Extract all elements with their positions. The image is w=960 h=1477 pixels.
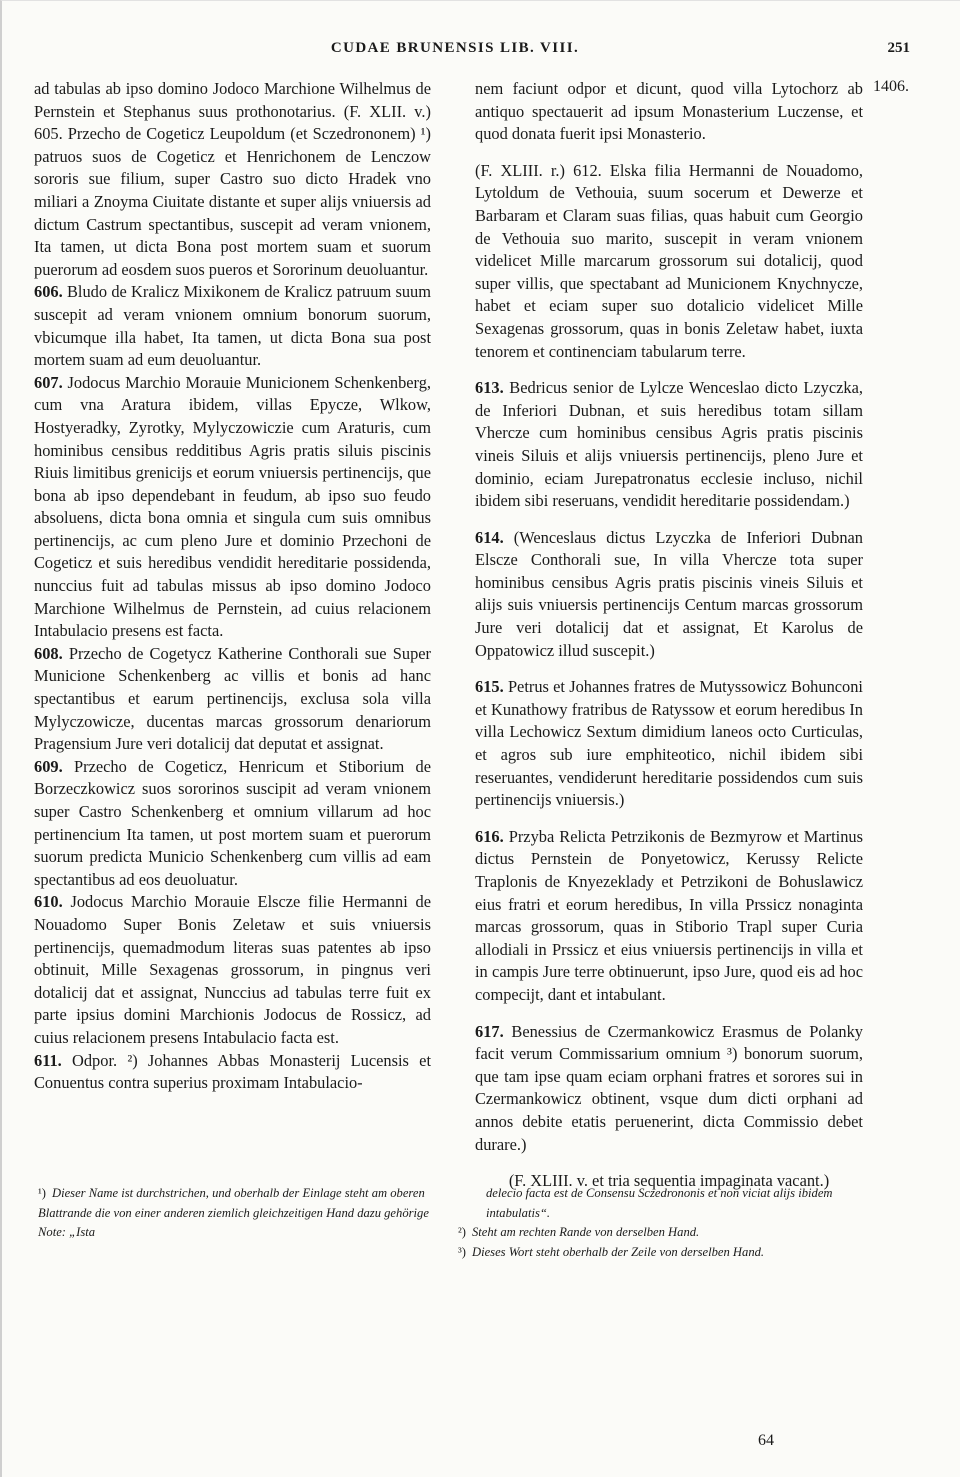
footnote-text: delecio facta est de Consensu Sczedrononis et non viciat alijs ibidem intabulatis“.: [486, 1186, 833, 1220]
entry-number: 616.: [475, 826, 504, 846]
running-title: CUDAE BRUNENSIS LIB. VIII.: [330, 40, 580, 56]
signature-mark: 64: [758, 1432, 774, 1449]
margin-year-note: 1406.: [873, 78, 909, 95]
footnote-text: Steht am rechten Rande von derselben Hand.: [471, 1225, 700, 1239]
footnotes-left: [38, 1184, 436, 1243]
footnote-text: Dieser Name ist durchstrichen, und oberhalb der Einlage steht am oberen Blattrande die von einer anderen ziemlich gleichzeitigen Hand dazu gehörige Note: „Ista: [38, 1186, 429, 1239]
paragraph-intro: [34, 78, 431, 281]
footnotes-right: [458, 1184, 863, 1262]
entry-number: 613.: [475, 378, 504, 398]
entry-number: 615.: [475, 677, 504, 697]
right-text-column: [475, 78, 863, 1193]
entry-text: Petrus et Johannes fratres de Mutyssowicz Bohunconi et Kunathowy fratribus de Ratyssow et eorum heredibus In villa Lechowicz Sextum dimidium laneos octo Curticulas, et agros sub iure emphiteotico, nichil ibidem sibi reseruantes, vendiderunt hereditarie possidendos cum suis pertinencijs vniuersis.): [475, 677, 863, 810]
entry-text: Przecho de Cogetycz Katherine Conthorali sue Super Municione Schenkenberg ac villis et bonis ad hanc spectantibus et earum pertinencijs, exclusa sola villa Mylyczowicze, ducentas marcas grossorum denariorum Pragensium Jure veri dotalicij dat deputat et assignat.: [34, 643, 431, 754]
footnote-mark: ²): [458, 1225, 466, 1239]
entry-610: [34, 891, 431, 1049]
footnote: [458, 1243, 863, 1263]
footnote-mark: ³): [458, 1244, 466, 1259]
page-number: 251: [887, 40, 910, 56]
left-text-column: [34, 78, 431, 1095]
footnote: [38, 1184, 436, 1243]
entry-number: 608.: [34, 643, 63, 663]
paragraph-continuation: [475, 78, 863, 146]
entry-number: 617.: [475, 1021, 504, 1041]
entry-text: Benessius de Czermankowicz Erasmus de Polanky facit verum Commissarium omnium ³) bonorum suorum, que tam ipse quam eciam orphani fratres et sorores sui in Czermankowicz obtinent, vsque dum dicti orphani ad annos debite etatis peruenerint, dicta Commissio debet durare.): [475, 1021, 864, 1154]
entry-text: (F. XLIII. r.) 612. Elska filia Hermanni de Nouadomo, Lytoldum de Vethouia, suum socerum et Dewerze et Barbaram et Claram suas filias, quas habuit cum Georgio de Vethouia suo marito, suscepit in veram vnionem videlicet Mille marcarum grossorum sui dotalicij, quod super villis, que spectabant ad Municionem Knychnycze, habet et eciam super suo dotalicio videlicet Mille Sexagenas grossorum, quas in bonis Zeletaw habet, iuxta tenorem et continenciam tabularum terre.: [475, 160, 863, 361]
entry-number: 611.: [34, 1050, 62, 1070]
entry-text: (F. XLIII. v. et tria sequentia impaginata vacant.): [508, 1171, 830, 1191]
entry-611: [34, 1050, 431, 1095]
entry-text: nem faciunt odpor et dicunt, quod villa Lytochorz ab antiquo spectauerit ad ipsum Monasterium Luczense, et quod donata fuerit ipsi Monasterio.: [475, 79, 863, 144]
entry-text: Odpor. ²) Johannes Abbas Monasterij Lucensis et Conuentus contra superius proximam Intabulacio-: [34, 1050, 431, 1093]
entry-text: Jodocus Marchio Morauie Municionem Schenkenberg, cum vna Aratura ibidem, villas Epycze, Wlkow, Hostyeradky, Zyrotky, Mylyczowiczie cum Araturis, cum hominibus censibus redditibus Agris pratis siluis piscinis Riuis limitibus grenicijs et eorum vniuersis pertinencijs, que bona ab ipso dependebant in feudum, ab ipso suo feudo absoluens, dicta bona omnia et singula cum suis omnibus pertinencijs, ac cum pleno Jure et dominio Przechoni de Cogeticz et suis heredibus vendidit hereditarie possidenda, nunccius fuit ad tabulas missus ab ipso domino Jodoco Marchione Wilhelmus de Pernstein, ad cuius relacionem Intabulacio presens est facta.: [34, 372, 431, 641]
page-header: [0, 40, 960, 62]
entry-612: [475, 160, 863, 363]
entry-number: 609.: [34, 756, 63, 776]
entry-617: [475, 1021, 863, 1157]
entry-606: [34, 281, 431, 371]
entry-text: Przecho de Cogeticz, Henricum et Stiborium de Borzeczkowicz suos sororinos suscipit ad veram vnionem super Castro Schenkenberg et omnium villarum ad hoc pertinencium Ita tamen, ut post mortem suam et puerorum suorum predicta Municio Schenkenberg cum villis ad eam spectantibus ad eos deuoluatur.: [34, 756, 431, 889]
entry-615: [475, 676, 863, 812]
entry-616: [475, 826, 863, 1007]
entry-text: Jodocus Marchio Morauie Elscze filie Hermanni de Nouadomo Super Bonis Zeletaw et suis vniuersis pertinencijs, quemadmodum literas suas patentes ab ipso obtinuit, Mille Sexagenas grossorum, in pingnus veri dotalicij dat et assignat, Nunccius ad tabulas terre fuit ex parte ipsius domini Marchionis Jodocus de Rossicz, ad cuius relacionem presens Intabulacio facta est.: [34, 892, 431, 1047]
footnote-text: Dieses Wort steht oberhalb der Zeile von derselben Hand.: [471, 1244, 765, 1259]
footnote: [458, 1223, 863, 1243]
entry-614: [475, 527, 863, 663]
footnote-continuation: [458, 1184, 863, 1223]
entry-number: 614.: [475, 527, 504, 547]
entry-text: Bedricus senior de Lylcze Wenceslao dicto Lzyczka, de Inferiori Dubnan, et suis heredibus totam sillam Vhercze cum hominibus censibus Agris pratis piscinis vineis Siluis et alijs vniuersis pertinencijs, pleno Jure et dominio, eciam Jurepatronatus ecclesie incluso, nichil ibidem sibi reseruans, vendidit hereditarie possidendam.): [475, 378, 863, 511]
entry-text: Bludo de Kralicz Mixikonem de Kralicz patruum suum suscepit ad veram vnionem omnium bonorum suorum, vbicumque illa habet, Ita tamen, ut dicta Bona sua post mortem suam ad eum deuoluantur.: [34, 282, 431, 370]
entry-number: 607.: [34, 372, 63, 392]
entry-text: ad tabulas ab ipso domino Jodoco Marchione Wilhelmus de Pernstein et Stephanus suus prothonotarius. (F. XLII. v.) 605. Przecho de Cogeticz Leupoldum (et Sczedrononem) ¹) patruos suos de Cogeticz et Henrichonem de Lenczow sororis sue filium, super Castro suo dicto Hradek vno miliari a Znoyma Ciuitate distante et super alijs vniuersis ad dictum Castrum spectantibus, suscepit ad veram vnionem, Ita tamen, ut dicta Bona post mortem suam et suorum puerorum ad eosdem suos pueros et Sororinum deuoluantur.: [34, 79, 431, 279]
entry-text: (Wenceslaus dictus Lzyczka de Inferiori Dubnan Elscze Conthorali sue, In villa Vhercze tota super hominibus censibus Agris pratis piscinis vineis Siluis et alijs suis vniuersis pertinencijs Centum marcas grossorum Jure veri dotalicij dat et assignat, Et Karolus de Oppatowicz illud suscepit.): [475, 527, 863, 660]
entry-609: [34, 756, 431, 892]
entry-text: Przyba Relicta Petrzikonis de Bezmyrow et Martinus dictus Pernstein de Ponyetowicz, Kerussy Relicte Traplonis de Knyezeklady et Petrzikoni de Bohuslawicz eius fratri et eorum heredibus, In villa Prssicz nonaginta marcas grossorum, quas in Stiborio Trapl super Curia allodiali in Prssicz et eius vniuersis pertinencijs in villa et in campis Jure terre obtinuerunt, ipso Jure, quod eis ad hoc compecijt, dant et intabulant.: [475, 826, 863, 1004]
entry-number: 610.: [34, 892, 63, 912]
entry-number: 606.: [34, 282, 63, 302]
entry-608: [34, 643, 431, 756]
entry-607: [34, 372, 431, 643]
entry-613: [475, 377, 863, 513]
footnote-mark: ¹): [38, 1186, 46, 1200]
